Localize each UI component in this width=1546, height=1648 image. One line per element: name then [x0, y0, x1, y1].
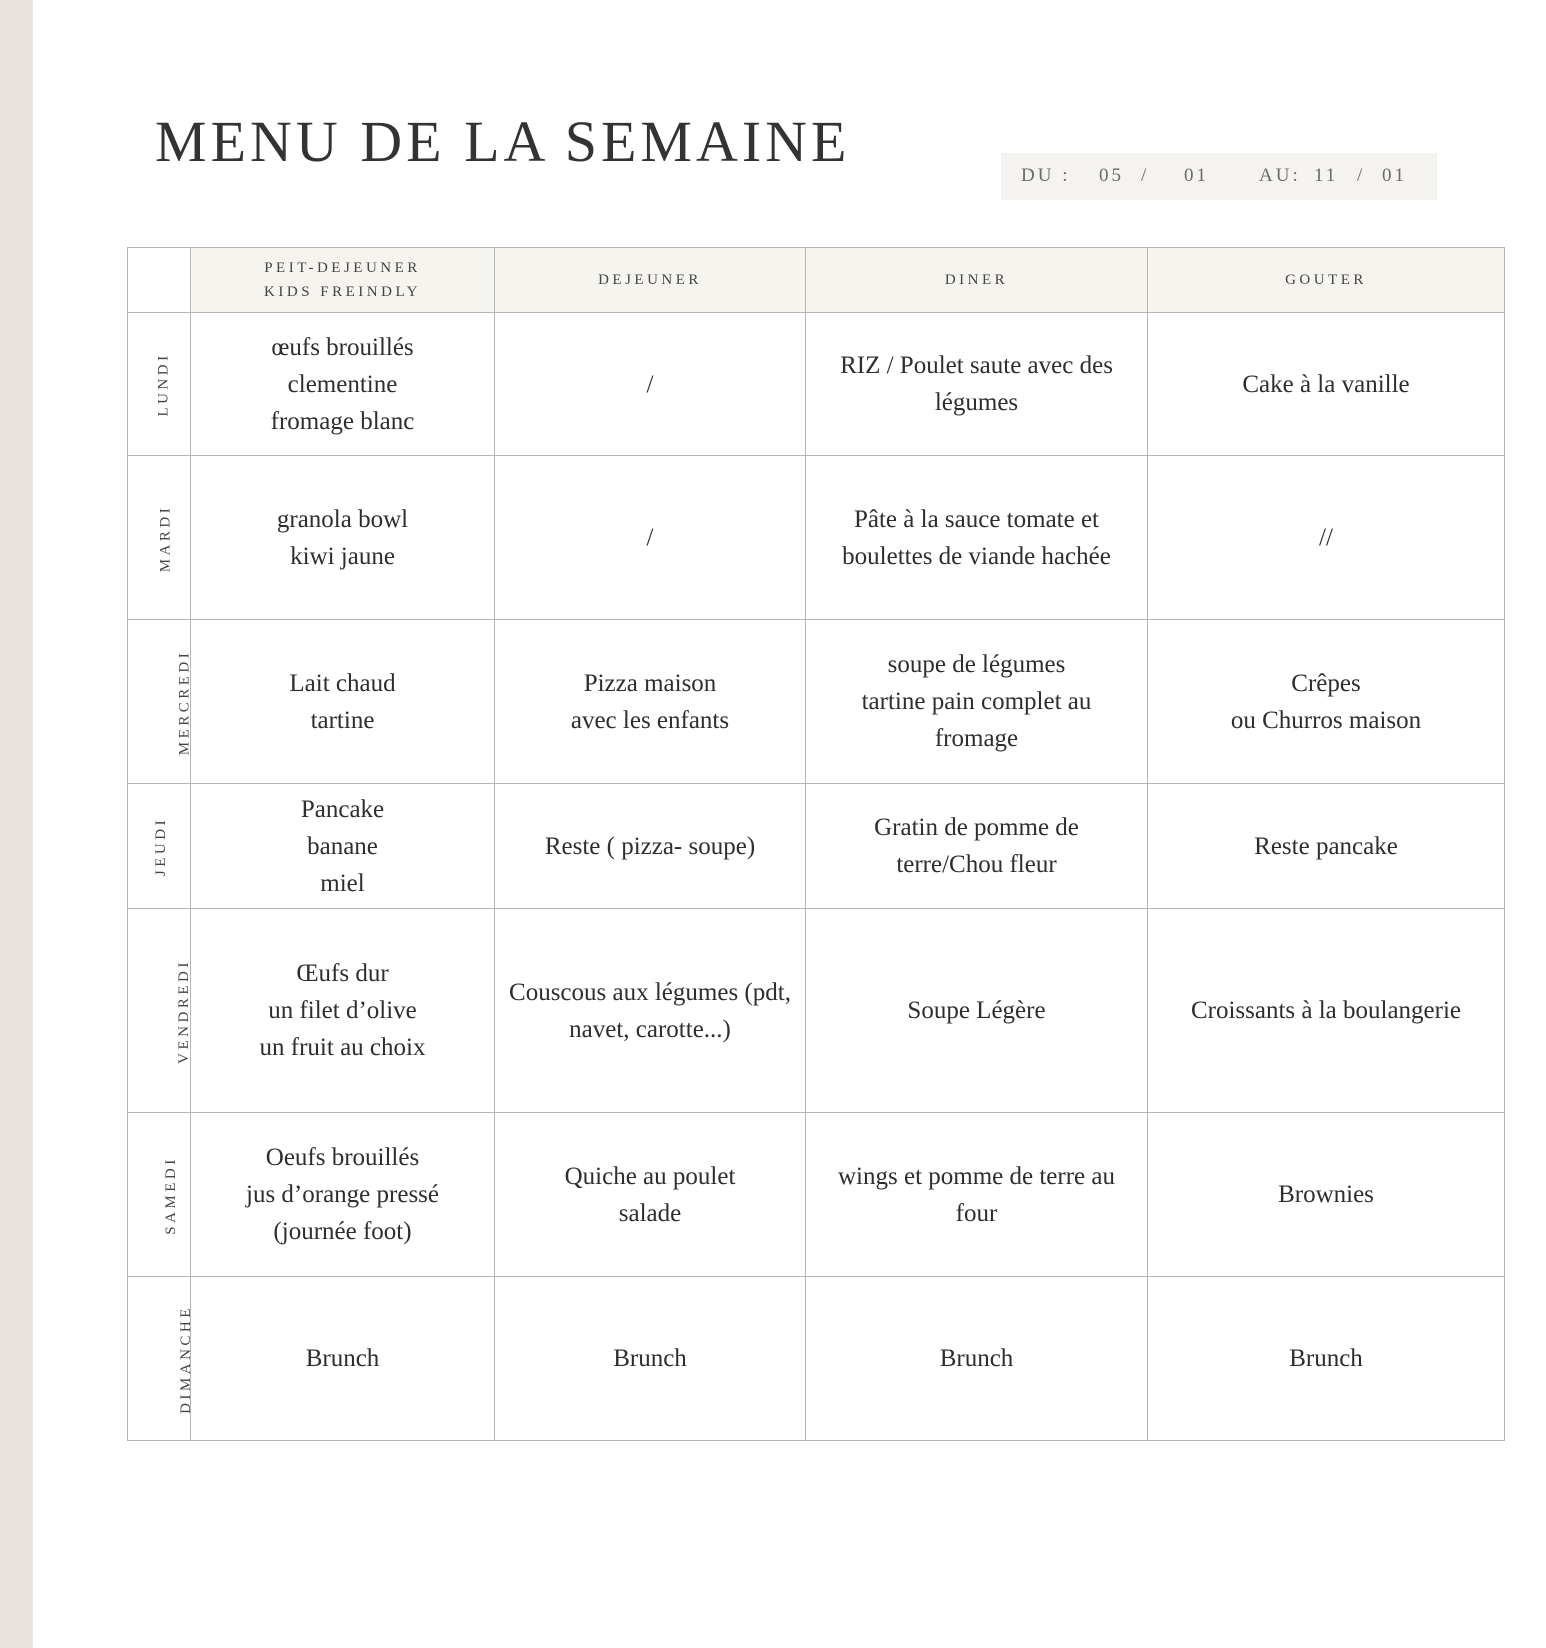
snack-cell: [1148, 313, 1505, 456]
day-cell: [128, 1113, 191, 1277]
lunch-cell: [495, 784, 806, 909]
snack-line: Reste pancake: [1254, 832, 1398, 860]
day-cell: [128, 784, 191, 909]
dinner-line: terre/Chou fleur: [896, 851, 1057, 878]
lunch-cell: [495, 909, 806, 1113]
day-row: [128, 909, 1505, 1113]
lunch-cell: [495, 1277, 806, 1441]
breakfast-line: Pancake: [300, 795, 385, 823]
snack-cell: [1148, 784, 1505, 909]
breakfast-line: Œufs dur: [296, 960, 389, 987]
header-dinner: DINER: [806, 248, 1148, 313]
page-title: MENU DE LA SEMAINE: [155, 109, 851, 174]
breakfast-line: fromage blanc: [270, 407, 415, 435]
snack-cell: [1148, 456, 1505, 620]
breakfast-cell: [191, 784, 495, 909]
lunch-line: Brunch: [613, 1345, 687, 1372]
header-snack: GOUTER: [1148, 248, 1505, 313]
weekly-menu-table: [127, 247, 1505, 1441]
dinner-line: wings et pomme de terre au: [838, 1162, 1115, 1190]
snack-line: Cake à la vanille: [1242, 370, 1410, 398]
breakfast-line: Lait chaud: [289, 669, 396, 697]
snack-cell: [1148, 1113, 1505, 1277]
date-from-month: 01: [1184, 165, 1209, 186]
day-row: [128, 784, 1505, 909]
dinner-line: Pâte à la sauce tomate et: [853, 505, 1100, 533]
snack-line: Crêpes: [1291, 669, 1361, 697]
lunch-cell: [495, 456, 806, 620]
dinner-line: légumes: [934, 389, 1019, 416]
dinner-line: Brunch: [939, 1345, 1014, 1372]
day-cell: [128, 313, 191, 456]
day-label: MERCREDI: [176, 649, 193, 755]
lunch-line: Couscous aux légumes (pdt,: [509, 978, 791, 1006]
breakfast-line: (journée foot): [273, 1218, 412, 1245]
date-to-day: 11: [1314, 165, 1339, 186]
lunch-line: /: [646, 524, 654, 551]
lunch-line: Reste ( pizza- soupe): [544, 832, 756, 860]
day-row: [128, 1113, 1505, 1277]
breakfast-cell: [191, 620, 495, 784]
day-cell: [128, 620, 191, 784]
dinner-line: soupe de légumes: [887, 651, 1066, 678]
breakfast-line: tartine: [310, 706, 375, 734]
day-row: [128, 313, 1505, 456]
day-cell: [128, 1277, 194, 1441]
dinner-line: RIZ / Poulet saute avec des: [840, 352, 1113, 379]
breakfast-line: Brunch: [305, 1345, 380, 1372]
day-label: JEUDI: [153, 816, 170, 877]
header-row: [128, 248, 1505, 313]
dinner-line: tartine pain complet au: [861, 688, 1092, 715]
lunch-line: Quiche au poulet: [564, 1162, 736, 1190]
breakfast-cell: [191, 909, 495, 1113]
breakfast-line: miel: [320, 869, 365, 897]
dinner-cell: [806, 456, 1148, 620]
lunch-line: Pizza maison: [583, 669, 717, 697]
day-cell: [128, 456, 191, 620]
lunch-cell: [495, 313, 806, 456]
lunch-line: /: [646, 370, 654, 398]
breakfast-cell: [191, 313, 495, 456]
dinner-cell: [806, 1113, 1148, 1277]
dinner-line: Gratin de pomme de: [874, 814, 1079, 841]
date-from-label: DU :: [1021, 165, 1071, 186]
dinner-cell: [806, 313, 1148, 456]
dinner-cell: [806, 909, 1148, 1113]
left-margin-band: [0, 0, 33, 1648]
date-to-month: 01: [1382, 165, 1407, 186]
date-range-box: [1001, 153, 1437, 200]
snack-line: Croissants à la boulangerie: [1190, 997, 1462, 1024]
breakfast-line: Oeufs brouillés: [265, 1144, 420, 1171]
dinner-line: boulettes de viande hachée: [842, 542, 1111, 570]
breakfast-line: kiwi jaune: [290, 542, 395, 570]
snack-line: Brunch: [1289, 1345, 1363, 1372]
header-breakfast-line2: KIDS FREINDLY: [264, 284, 421, 300]
breakfast-line: un fruit au choix: [259, 1034, 426, 1061]
day-row: [128, 620, 1505, 784]
dinner-cell: [806, 784, 1148, 909]
date-to-label: AU:: [1259, 165, 1301, 186]
breakfast-line: banane: [307, 832, 378, 860]
day-label: LUNDI: [155, 352, 172, 417]
lunch-cell: [495, 620, 806, 784]
lunch-line: salade: [618, 1199, 682, 1227]
snack-line: Brownies: [1278, 1181, 1374, 1208]
date-to-separator: /: [1357, 165, 1366, 186]
snack-line: ou Churros maison: [1230, 706, 1422, 734]
header-lunch: DEJEUNER: [495, 248, 806, 313]
breakfast-cell: [191, 1113, 495, 1277]
breakfast-cell: [191, 456, 495, 620]
dinner-line: four: [955, 1199, 998, 1227]
dinner-line: Soupe Légère: [907, 997, 1046, 1024]
snack-line: //: [1319, 524, 1333, 551]
lunch-cell: [495, 1113, 806, 1277]
dinner-line: fromage: [934, 725, 1019, 752]
lunch-line: avec les enfants: [570, 706, 730, 734]
header-corner-cell: [128, 248, 191, 313]
day-row: [128, 456, 1505, 620]
day-row: [128, 1277, 1505, 1441]
day-label: MARDI: [157, 504, 174, 572]
snack-cell: [1148, 620, 1505, 784]
breakfast-line: granola bowl: [276, 505, 409, 533]
dinner-cell: [806, 1277, 1148, 1441]
day-label: VENDREDI: [175, 958, 192, 1064]
day-label: DIMANCHE: [177, 1304, 194, 1414]
header-breakfast-line1: PEIT-DEJEUNER: [264, 260, 421, 276]
breakfast-line: clementine: [287, 370, 398, 398]
dinner-cell: [806, 620, 1148, 784]
lunch-line: navet, carotte...): [569, 1015, 731, 1043]
day-cell: [128, 909, 191, 1113]
day-label: SAMEDI: [162, 1155, 179, 1235]
breakfast-line: œufs brouillés: [271, 333, 414, 361]
snack-cell: [1148, 909, 1505, 1113]
header-breakfast: [191, 248, 495, 313]
snack-cell: [1148, 1277, 1505, 1441]
breakfast-line: jus d’orange pressé: [246, 1181, 439, 1208]
breakfast-line: un filet d’olive: [268, 997, 417, 1024]
date-from-day: 05: [1099, 165, 1124, 186]
breakfast-cell: [191, 1277, 495, 1441]
date-from-separator: /: [1141, 165, 1150, 186]
